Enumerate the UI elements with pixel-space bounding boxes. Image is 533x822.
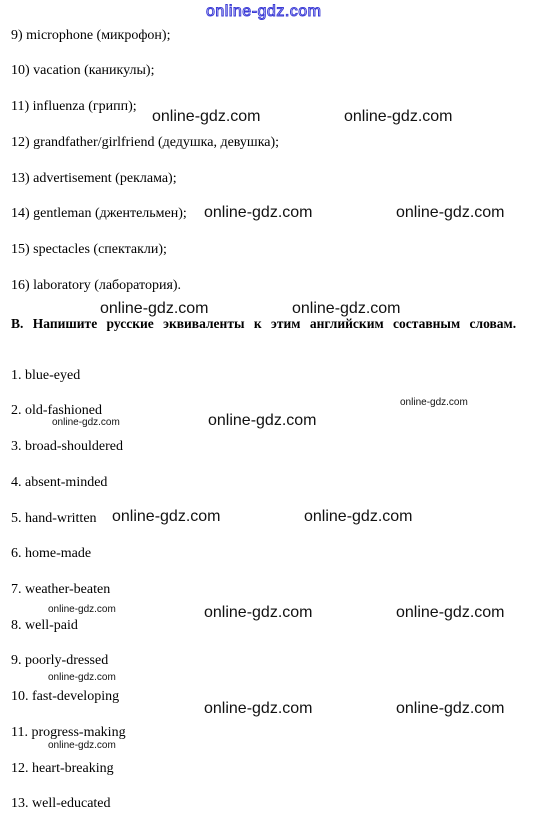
list-item: 10) vacation (каникулы);	[11, 63, 155, 78]
list-item: 12) grandfather/girlfriend (дедушка, девушка);	[11, 135, 280, 150]
section-heading: B. Напишите русские эквиваленты к этим английским составным словам.	[11, 316, 517, 331]
list-item: 9. poorly-dressed	[11, 653, 109, 668]
watermark: online-gdz.com	[204, 204, 313, 221]
watermark: online-gdz.com	[304, 508, 413, 525]
list-item: 3. broad-shouldered	[11, 439, 123, 454]
list-item: 13) advertisement (реклама);	[11, 171, 177, 186]
list-item: 16) laboratory (лаборатория).	[11, 278, 182, 293]
watermark: online-gdz.com	[396, 604, 505, 621]
list-item: 7. weather-beaten	[11, 582, 111, 597]
list-item: 1. blue-eyed	[11, 368, 81, 383]
list-item: 5. hand-written	[11, 511, 97, 526]
watermark: online-gdz.com	[396, 700, 505, 717]
list-item: 12. heart-breaking	[11, 761, 114, 776]
watermark: online-gdz.com	[204, 700, 313, 717]
watermark: online-gdz.com	[344, 108, 453, 125]
list-item: 11) influenza (грипп);	[11, 99, 137, 114]
list-item: 8. well-paid	[11, 618, 78, 633]
list-item: 14) gentleman (джентельмен);	[11, 206, 187, 221]
watermark: online-gdz.com	[48, 672, 116, 683]
watermark: online-gdz.com	[112, 508, 221, 525]
list-item: 9) microphone (микрофон);	[11, 28, 171, 43]
watermark: online-gdz.com	[100, 300, 209, 317]
watermark: online-gdz.com	[292, 300, 401, 317]
watermark: online-gdz.com	[48, 740, 116, 751]
list-item: 13. well-educated	[11, 796, 111, 811]
list-item: 15) spectacles (спектакли);	[11, 242, 167, 257]
watermark: online-gdz.com	[400, 397, 468, 408]
watermark: online-gdz.com	[208, 412, 317, 429]
watermark: online-gdz.com	[396, 204, 505, 221]
watermark: online-gdz.com	[52, 417, 120, 428]
list-item: 4. absent-minded	[11, 475, 108, 490]
watermark: online-gdz.com	[48, 604, 116, 615]
header-watermark: online-gdz.com	[206, 3, 322, 20]
list-item: 2. old-fashioned	[11, 403, 102, 418]
watermark: online-gdz.com	[152, 108, 261, 125]
list-item: 10. fast-developing	[11, 689, 120, 704]
watermark: online-gdz.com	[204, 604, 313, 621]
list-item: 11. progress-making	[11, 725, 126, 740]
list-item: 6. home-made	[11, 546, 92, 561]
